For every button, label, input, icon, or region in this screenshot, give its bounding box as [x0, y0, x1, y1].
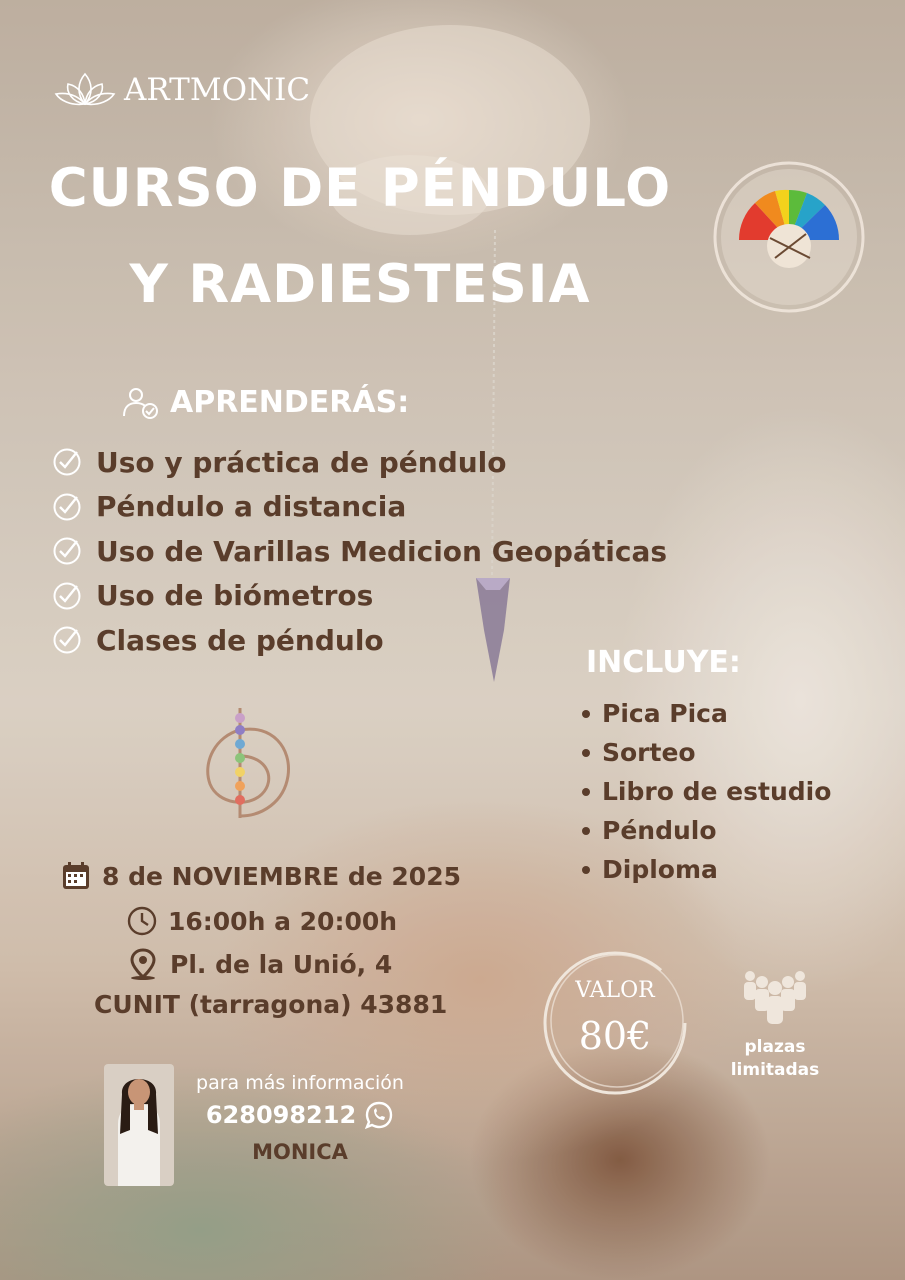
- event-address-text: Pl. de la Unió, 4: [170, 949, 393, 979]
- contact-phone[interactable]: 628098212: [205, 1101, 357, 1129]
- check-circle-icon: [52, 581, 82, 611]
- bullet-icon: [582, 788, 590, 796]
- title-line-1: CURSO DE PÉNDULO: [48, 158, 672, 219]
- clock-icon: [126, 905, 158, 937]
- list-item: [52, 574, 667, 619]
- brand-name: ARTMONIC: [124, 72, 311, 108]
- people-group-icon: [738, 968, 812, 1026]
- bullet-icon: [582, 710, 590, 718]
- list-item: [582, 850, 831, 889]
- event-city: [94, 990, 447, 1019]
- brand-logo: [54, 70, 310, 110]
- includes-item-label: Sorteo: [602, 738, 696, 767]
- includes-item-label: Péndulo: [602, 816, 717, 845]
- learn-heading-text: APRENDERÁS:: [170, 385, 410, 420]
- location-pin-icon: [126, 947, 160, 981]
- includes-heading: INCLUYE:: [586, 645, 741, 680]
- price-label: VALOR: [575, 978, 655, 1003]
- check-circle-icon: [52, 447, 82, 477]
- calendar-icon: [60, 860, 92, 892]
- whatsapp-icon[interactable]: [364, 1100, 394, 1130]
- list-item: [52, 485, 667, 530]
- learn-list: [52, 440, 667, 663]
- includes-item-label: Libro de estudio: [602, 777, 832, 806]
- bullet-icon: [582, 749, 590, 757]
- event-date-text: 8 de NOVIEMBRE de 2025: [102, 861, 461, 891]
- seats-line-1: plazas: [744, 1037, 806, 1057]
- list-item: [52, 618, 667, 663]
- pendulum-chart-emblem: [710, 158, 868, 316]
- learn-item-label: Uso de Varillas Medicion Geopáticas: [96, 534, 668, 568]
- user-check-icon: [122, 386, 160, 420]
- event-date: [60, 860, 461, 892]
- check-circle-icon: [52, 492, 82, 522]
- limited-seats: [720, 968, 830, 1082]
- includes-list: [582, 694, 831, 889]
- list-item: [582, 694, 831, 733]
- event-time: [126, 905, 397, 937]
- contact-prompt: para más información: [196, 1072, 404, 1094]
- includes-item-label: Pica Pica: [602, 699, 728, 728]
- seats-line-2: limitadas: [730, 1060, 820, 1080]
- event-address: [126, 947, 392, 981]
- list-item: [582, 811, 831, 850]
- learn-heading: [122, 385, 409, 420]
- chakra-spiral-emblem: [188, 700, 308, 824]
- learn-item-label: Uso y práctica de péndulo: [96, 445, 507, 479]
- price-amount: 80€: [578, 1014, 652, 1058]
- learn-item-label: Péndulo a distancia: [96, 490, 407, 524]
- bullet-icon: [582, 866, 590, 874]
- check-circle-icon: [52, 536, 82, 566]
- event-time-text: 16:00h a 20:00h: [168, 906, 398, 936]
- learn-item-label: Clases de péndulo: [96, 623, 384, 657]
- limited-seats-text: [720, 1036, 830, 1082]
- contact-block: [150, 1072, 450, 1164]
- hand-illustration: [300, 10, 620, 270]
- lotus-icon: [54, 70, 116, 110]
- contact-phone-row: [150, 1100, 450, 1130]
- event-city-text: CUNIT (tarragona) 43881: [94, 990, 448, 1019]
- bullet-icon: [582, 827, 590, 835]
- price-badge: [540, 948, 690, 1098]
- list-item: [52, 529, 667, 574]
- contact-name: MONICA: [252, 1140, 348, 1164]
- list-item: [582, 733, 831, 772]
- includes-item-label: Diploma: [602, 855, 718, 884]
- learn-item-label: Uso de biómetros: [96, 579, 374, 613]
- title-line-2: Y RADIESTESIA: [129, 254, 591, 315]
- check-circle-icon: [52, 625, 82, 655]
- list-item: [52, 440, 667, 485]
- list-item: [582, 772, 831, 811]
